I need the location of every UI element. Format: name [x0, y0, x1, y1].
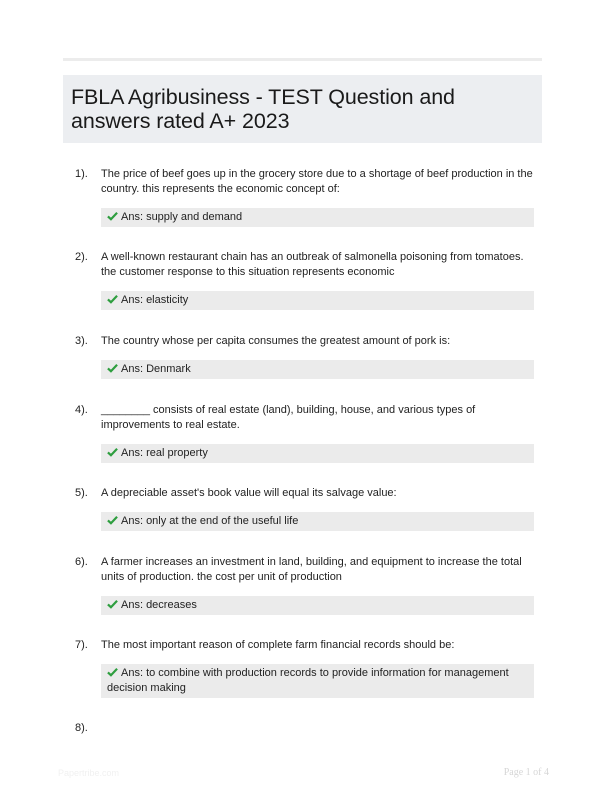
page-indicator: Page 1 of 4: [503, 767, 549, 778]
answer-box: [101, 664, 534, 698]
question-number: 5).: [75, 487, 88, 499]
question-text: A depreciable asset's book value will equal its salvage value:: [101, 487, 397, 499]
top-divider: [63, 58, 542, 61]
question-text: A well-known restaurant chain has an outbreak of salmonella poisoning from tomatoes. the customer response to this situation represents economic: [101, 251, 524, 278]
answer-text: Ans: elasticity: [121, 294, 189, 306]
question-text: A farmer increases an investment in land, building, and equipment to increase the total units of production. the cost per unit of production: [101, 556, 522, 583]
question-number: 6).: [75, 556, 88, 568]
question-text: The price of beef goes up in the grocery store due to a shortage of beef production in the country. this represents the economic concept of:: [101, 168, 533, 195]
answer-box: [101, 444, 534, 463]
question-number: 1).: [75, 168, 88, 180]
answer-text: Ans: real property: [121, 447, 208, 459]
answer-box: [101, 208, 534, 227]
answer-text: Ans: decreases: [121, 599, 197, 611]
question-number: 8).: [75, 722, 88, 734]
check-icon: [107, 363, 118, 373]
answer-text: Ans: Denmark: [121, 363, 191, 375]
answer-text: Ans: to combine with production records to provide information for management decision making: [107, 667, 509, 694]
answer-text: Ans: supply and demand: [121, 211, 243, 223]
check-icon: [107, 515, 118, 525]
check-icon: [107, 447, 118, 457]
title-box: [63, 75, 542, 143]
check-icon: [107, 599, 118, 609]
question-text: ________ consists of real estate (land), building, house, and various types of improvements to real estate.: [101, 404, 476, 431]
check-icon: [107, 211, 118, 221]
answer-box: [101, 596, 534, 615]
answer-box: [101, 512, 534, 531]
answer-text: Ans: only at the end of the useful life: [121, 515, 299, 527]
page-title: FBLA Agribusiness - TEST Question and answers rated A+ 2023: [71, 85, 455, 133]
question-text: The most important reason of complete farm financial records should be:: [101, 639, 455, 651]
check-icon: [107, 667, 118, 677]
question-number: 7).: [75, 639, 88, 651]
question-number: 3).: [75, 335, 88, 347]
question-text: The country whose per capita consumes the greatest amount of pork is:: [101, 335, 451, 347]
answer-box: [101, 360, 534, 379]
answer-box: [101, 291, 534, 310]
question-number: 4).: [75, 404, 88, 416]
footer-watermark: Papertribe.com: [58, 768, 120, 778]
check-icon: [107, 294, 118, 304]
question-number: 2).: [75, 251, 88, 263]
